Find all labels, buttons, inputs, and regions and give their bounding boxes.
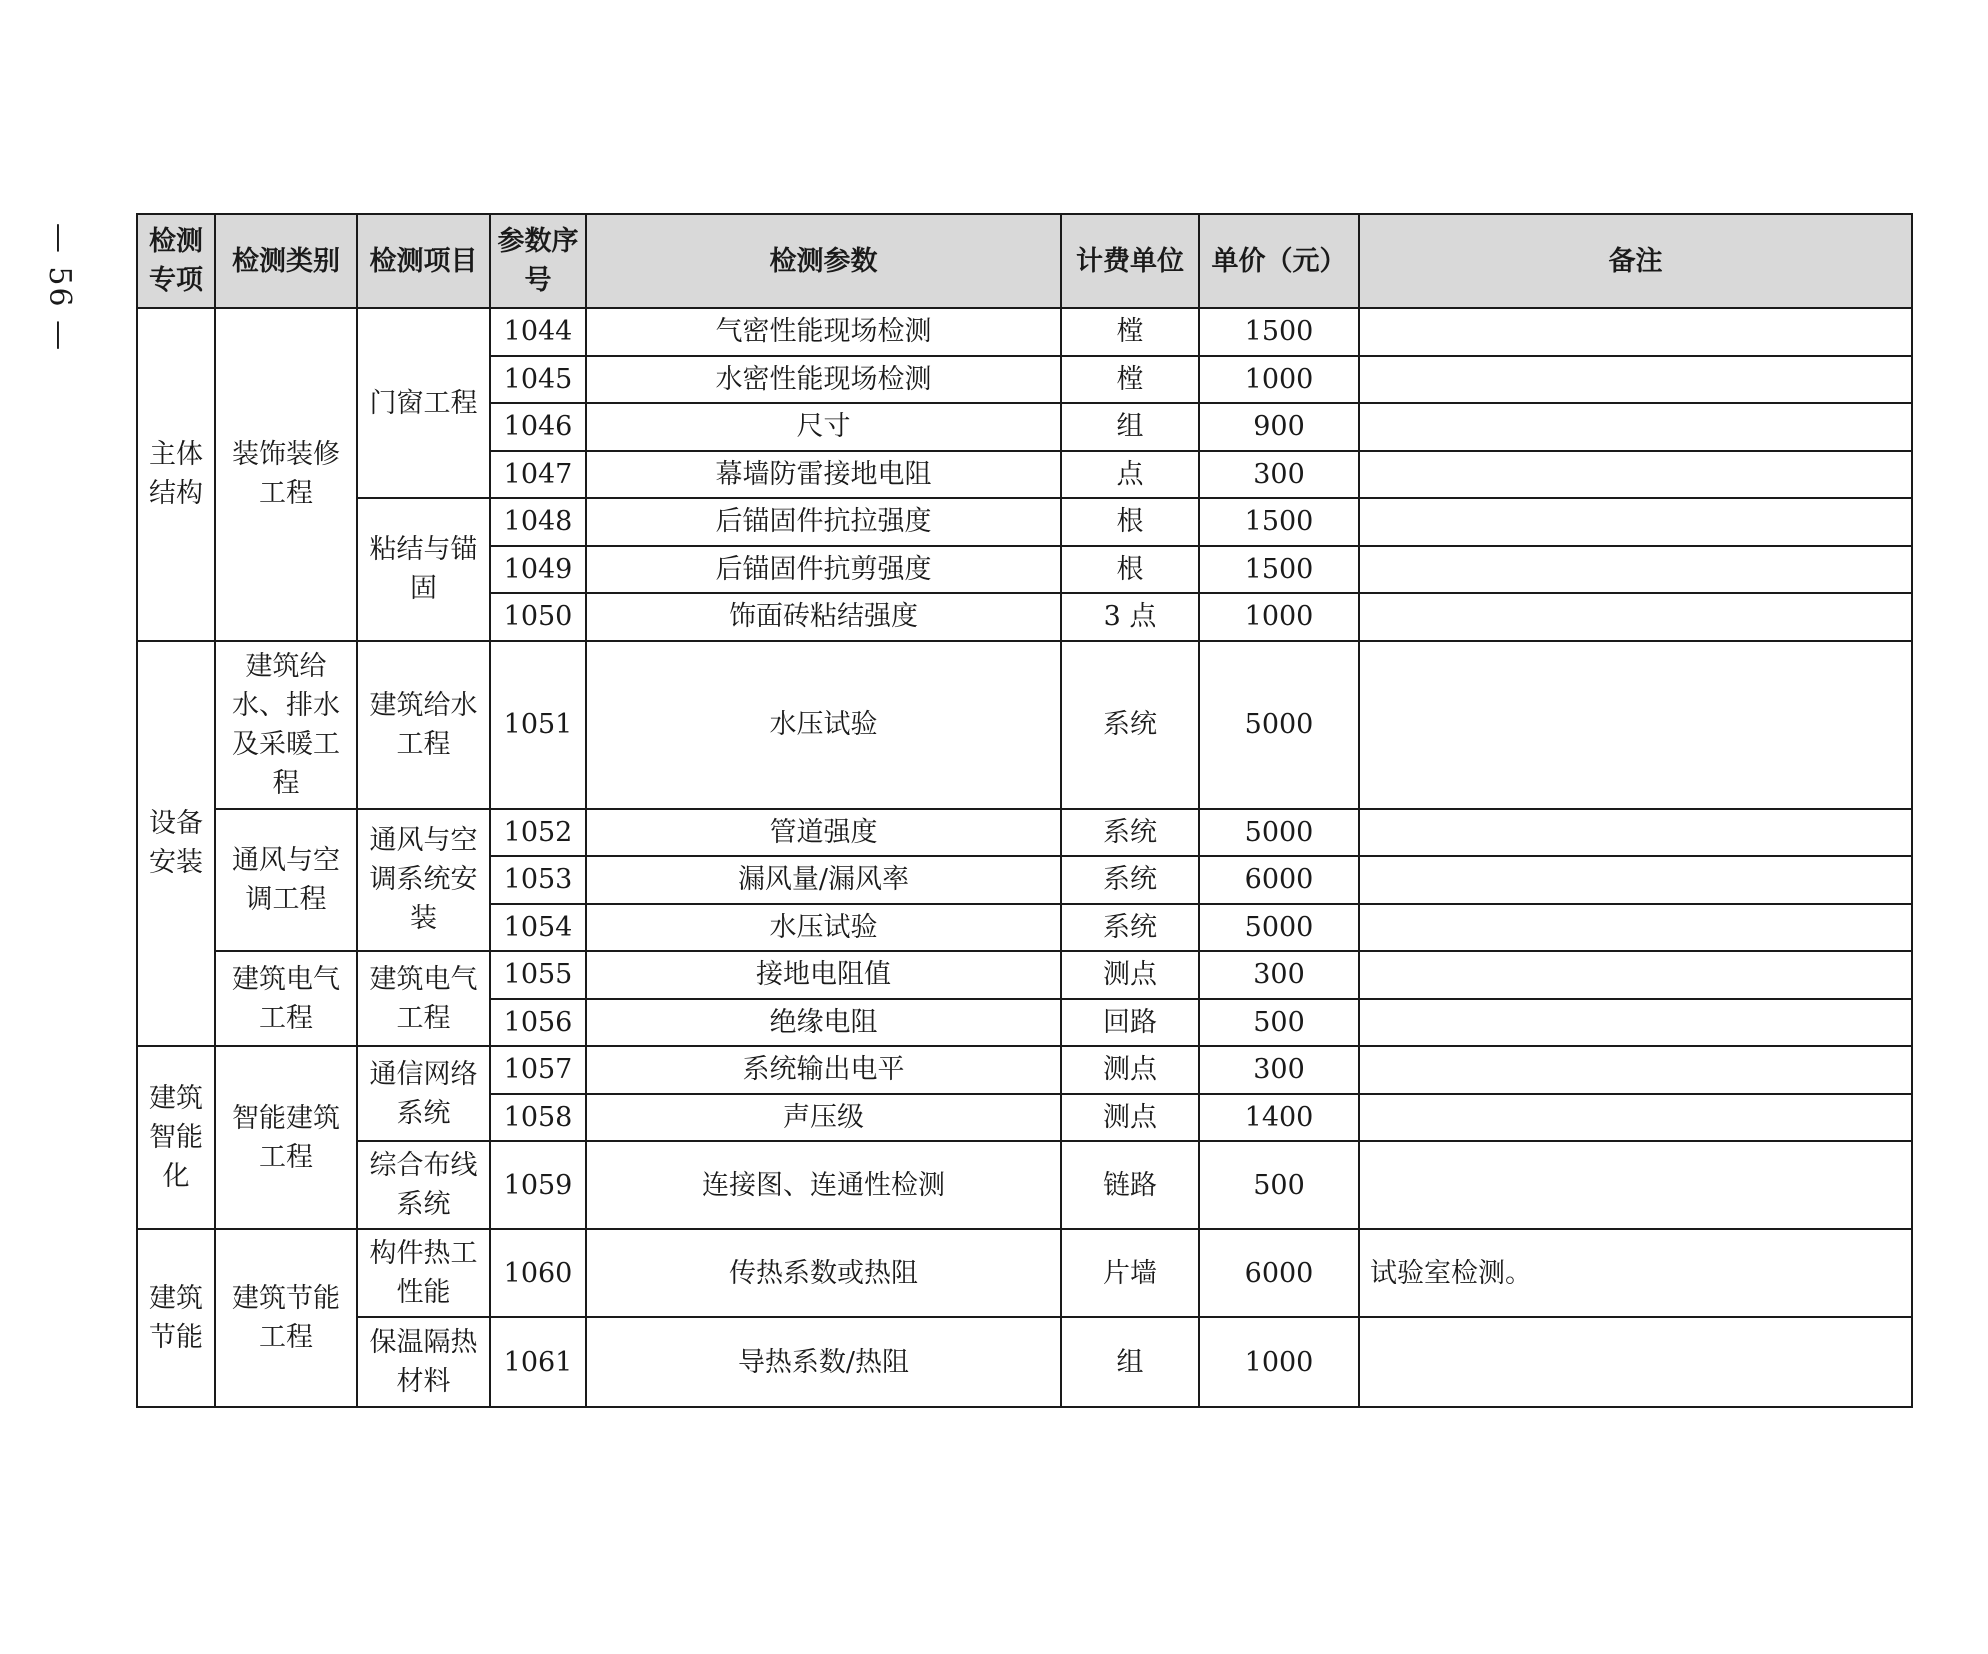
header-item: 检测专项 — [137, 214, 215, 308]
param-cell: 水压试验 — [586, 904, 1061, 952]
param-cell: 绝缘电阻 — [586, 999, 1061, 1047]
price-cell: 1000 — [1199, 1317, 1359, 1407]
param-cell: 声压级 — [586, 1094, 1061, 1142]
price-cell: 500 — [1199, 1141, 1359, 1229]
param-cell: 后锚固件抗拉强度 — [586, 498, 1061, 546]
price-cell: 6000 — [1199, 856, 1359, 904]
price-cell: 1500 — [1199, 308, 1359, 356]
table-row — [137, 809, 1912, 857]
seq-cell: 1048 — [490, 498, 586, 546]
page-number — [30, 222, 90, 352]
seq-cell: 1055 — [490, 951, 586, 999]
unit-cell: 测点 — [1061, 951, 1199, 999]
seq-cell: 1057 — [490, 1046, 586, 1094]
header-category: 检测类别 — [215, 214, 357, 308]
price-cell: 300 — [1199, 451, 1359, 499]
unit-cell: 片墙 — [1061, 1229, 1199, 1317]
seq-cell: 1053 — [490, 856, 586, 904]
note-cell — [1359, 904, 1912, 952]
unit-cell: 测点 — [1061, 1046, 1199, 1094]
note-cell — [1359, 856, 1912, 904]
category-cell: 建筑给水、排水及采暖工程 — [215, 641, 357, 809]
fee-table — [136, 213, 1913, 1408]
project-cell: 综合布线系统 — [357, 1141, 490, 1229]
unit-cell: 回路 — [1061, 999, 1199, 1047]
unit-cell: 点 — [1061, 451, 1199, 499]
note-cell — [1359, 451, 1912, 499]
seq-cell: 1060 — [490, 1229, 586, 1317]
price-cell: 6000 — [1199, 1229, 1359, 1317]
header-param: 检测参数 — [586, 214, 1061, 308]
unit-cell: 组 — [1061, 1317, 1199, 1407]
price-cell: 5000 — [1199, 904, 1359, 952]
note-cell: 试验室检测。 — [1359, 1229, 1912, 1317]
price-cell: 5000 — [1199, 809, 1359, 857]
project-cell: 保温隔热材料 — [357, 1317, 490, 1407]
note-cell — [1359, 546, 1912, 594]
seq-cell: 1047 — [490, 451, 586, 499]
header-row — [137, 214, 1912, 308]
price-cell: 1000 — [1199, 593, 1359, 641]
param-cell: 接地电阻值 — [586, 951, 1061, 999]
seq-cell: 1050 — [490, 593, 586, 641]
category-cell: 智能建筑工程 — [215, 1046, 357, 1229]
unit-cell: 系统 — [1061, 809, 1199, 857]
project-cell: 通信网络系统 — [357, 1046, 490, 1141]
table-row — [137, 1229, 1912, 1317]
project-cell: 建筑给水工程 — [357, 641, 490, 809]
price-cell: 1500 — [1199, 498, 1359, 546]
note-cell — [1359, 308, 1912, 356]
param-cell: 传热系数或热阻 — [586, 1229, 1061, 1317]
note-cell — [1359, 1046, 1912, 1094]
param-cell: 后锚固件抗剪强度 — [586, 546, 1061, 594]
note-cell — [1359, 999, 1912, 1047]
unit-cell: 组 — [1061, 403, 1199, 451]
note-cell — [1359, 356, 1912, 404]
category-cell: 建筑电气工程 — [215, 951, 357, 1046]
seq-cell: 1044 — [490, 308, 586, 356]
param-cell: 尺寸 — [586, 403, 1061, 451]
price-cell: 5000 — [1199, 641, 1359, 809]
table-row — [137, 641, 1912, 809]
header-note: 备注 — [1359, 214, 1912, 308]
unit-cell: 根 — [1061, 546, 1199, 594]
param-cell: 系统输出电平 — [586, 1046, 1061, 1094]
seq-cell: 1059 — [490, 1141, 586, 1229]
seq-cell: 1054 — [490, 904, 586, 952]
project-cell: 构件热工性能 — [357, 1229, 490, 1317]
note-cell — [1359, 1094, 1912, 1142]
note-cell — [1359, 641, 1912, 809]
header-seq: 参数序号 — [490, 214, 586, 308]
unit-cell: 系统 — [1061, 856, 1199, 904]
price-cell: 1000 — [1199, 356, 1359, 404]
param-cell: 漏风量/漏风率 — [586, 856, 1061, 904]
param-cell: 导热系数/热阻 — [586, 1317, 1061, 1407]
seq-cell: 1045 — [490, 356, 586, 404]
seq-cell: 1061 — [490, 1317, 586, 1407]
price-cell: 300 — [1199, 1046, 1359, 1094]
note-cell — [1359, 951, 1912, 999]
param-cell: 水压试验 — [586, 641, 1061, 809]
table-row — [137, 498, 1912, 546]
header-unit: 计费单位 — [1061, 214, 1199, 308]
table-row — [137, 1317, 1912, 1407]
param-cell: 水密性能现场检测 — [586, 356, 1061, 404]
table-row — [137, 1046, 1912, 1094]
seq-cell: 1052 — [490, 809, 586, 857]
page-number-text: — 56 — — [42, 222, 78, 352]
seq-cell: 1046 — [490, 403, 586, 451]
note-cell — [1359, 403, 1912, 451]
note-cell — [1359, 1317, 1912, 1407]
header-project: 检测项目 — [357, 214, 490, 308]
param-cell: 气密性能现场检测 — [586, 308, 1061, 356]
group-cell: 主体结构 — [137, 308, 215, 641]
project-cell: 通风与空调系统安装 — [357, 809, 490, 952]
category-cell: 建筑节能工程 — [215, 1229, 357, 1407]
seq-cell: 1049 — [490, 546, 586, 594]
project-cell: 粘结与锚固 — [357, 498, 490, 641]
table-row — [137, 1141, 1912, 1229]
table-row — [137, 308, 1912, 356]
param-cell: 管道强度 — [586, 809, 1061, 857]
project-cell: 建筑电气工程 — [357, 951, 490, 1046]
unit-cell: 樘 — [1061, 308, 1199, 356]
seq-cell: 1056 — [490, 999, 586, 1047]
price-cell: 1500 — [1199, 546, 1359, 594]
unit-cell: 根 — [1061, 498, 1199, 546]
unit-cell: 测点 — [1061, 1094, 1199, 1142]
seq-cell: 1058 — [490, 1094, 586, 1142]
price-cell: 300 — [1199, 951, 1359, 999]
category-cell: 通风与空调工程 — [215, 809, 357, 952]
category-cell: 装饰装修工程 — [215, 308, 357, 641]
param-cell: 幕墙防雷接地电阻 — [586, 451, 1061, 499]
unit-cell: 系统 — [1061, 641, 1199, 809]
param-cell: 连接图、连通性检测 — [586, 1141, 1061, 1229]
group-cell: 建筑节能 — [137, 1229, 215, 1407]
price-cell: 1400 — [1199, 1094, 1359, 1142]
unit-cell: 樘 — [1061, 356, 1199, 404]
unit-cell: 3 点 — [1061, 593, 1199, 641]
group-cell: 建筑智能化 — [137, 1046, 215, 1229]
table-row — [137, 951, 1912, 999]
header-price: 单价（元） — [1199, 214, 1359, 308]
project-cell: 门窗工程 — [357, 308, 490, 498]
seq-cell: 1051 — [490, 641, 586, 809]
price-cell: 500 — [1199, 999, 1359, 1047]
unit-cell: 系统 — [1061, 904, 1199, 952]
unit-cell: 链路 — [1061, 1141, 1199, 1229]
param-cell: 饰面砖粘结强度 — [586, 593, 1061, 641]
note-cell — [1359, 498, 1912, 546]
note-cell — [1359, 1141, 1912, 1229]
note-cell — [1359, 593, 1912, 641]
note-cell — [1359, 809, 1912, 857]
price-cell: 900 — [1199, 403, 1359, 451]
group-cell: 设备安装 — [137, 641, 215, 1047]
